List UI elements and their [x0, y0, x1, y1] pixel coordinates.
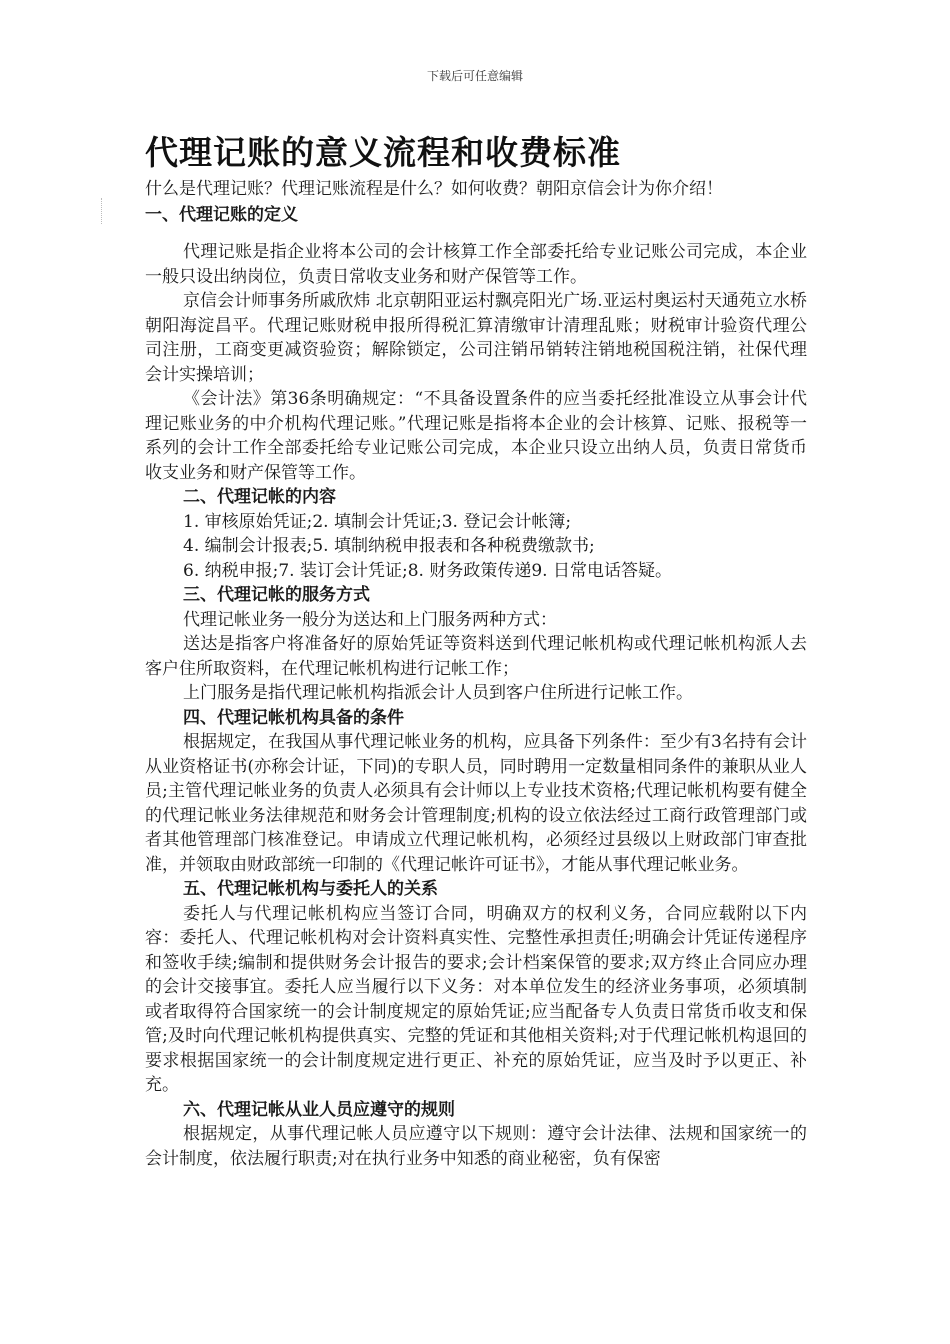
document-subtitle: 什么是代理记账？代理记账流程是什么？如何收费？朝阳京信会计为你介绍！: [145, 179, 723, 199]
section-heading-content: 二、代理记帐的内容: [183, 487, 336, 507]
margin-marker: [101, 198, 104, 224]
header-note: 下载后可任意编辑: [426, 69, 523, 83]
paragraph: 代理记帐业务一般分为送达和上门服务两种方式：: [183, 609, 557, 630]
paragraph: 根据规定，在我国从事代理记帐业务的机构，应具备下列条件：至少有3名持有会计从业资格证书(亦称会计证，下同)的专职人员，同时聘用一定数量相同条件的兼职从业人员;主管代理记帐业务的负责人必须具有会计师以上专业技术资格;代理记帐机构要有健全的代理记帐业务法律规范和财务会计管理制度;机构的设立依法经过工商行政管理部门或者其他管理部门核准登记。申请成立代理记帐机构，必须经过县级以上财政部门审查批准，并领取由财政部统一印制的《代理记帐许可证书》，才能从事代理记帐业务。: [145, 732, 807, 875]
paragraph: 送达是指客户将准备好的原始凭证等资料送到代理记帐机构或代理记帐机构派人去客户住所取资料，在代理记帐机构进行记帐工作；: [145, 634, 807, 679]
paragraph: 委托人与代理记帐机构应当签订合同，明确双方的权利义务，合同应载附以下内容：委托人、代理记帐机构对会计资料真实性、完整性承担责任;明确会计凭证传递程序和签收手续;编制和提供财务会计报告的要求;会计档案保管的要求;双方终止合同应办理的会计交接事宜。委托人应当履行以下义务：对本单位发生的经济业务事项，必须填制或者取得符合国家统一的会计制度规定的原始凭证;应当配备专人负责日常货币收支和保管;及时向代理记帐机构提供真实、完整的凭证和其他相关资料;对于代理记帐机构退回的要求根据国家统一的会计制度规定进行更正、补充的原始凭证，应当及时予以更正、补充。: [145, 903, 807, 1095]
paragraph: 《会计法》第36条明确规定：“不具备设置条件的应当委托经批准设立从事会计代理记账业务的中介机构代理记账。”代理记账是指将本企业的会计核算、记账、报税等一系列的会计工作全部委托给专业记账公司完成，本企业只设立出纳人员，负责日常货币收支业务和财产保管等工作。: [145, 389, 807, 483]
paragraph: 代理记账是指企业将本公司的会计核算工作全部委托给专业记账公司完成，本企业一般只设出纳岗位，负责日常收支业务和财产保管等工作。: [145, 242, 807, 287]
paragraph: 根据规定，从事代理记帐人员应遵守以下规则：遵守会计法律、法规和国家统一的会计制度，依法履行职责;对在执行业务中知悉的商业秘密，负有保密: [145, 1124, 807, 1169]
section-heading-rules: 六、代理记帐从业人员应遵守的规则: [183, 1099, 455, 1120]
section-heading-service: 三、代理记帐的服务方式: [183, 585, 370, 605]
section-spacer: [145, 228, 807, 240]
paragraph: 上门服务是指代理记帐机构指派会计人员到客户住所进行记帐工作。: [183, 683, 693, 703]
document-title: 代理记账的意义流程和收费标准: [145, 133, 621, 172]
list-item: 1. 审核原始凭证;2. 填制会计凭证;3. 登记会计帐簿;: [183, 511, 572, 532]
list-item: 6. 纳税申报;7. 装订会计凭证;8. 财务政策传递9. 日常电话答疑。: [183, 560, 672, 581]
paragraph: 京信会计师事务所戚欣炜 北京朝阳亚运村飘亮阳光广场.亚运村奥运村天通苑立水桥朝阳海淀昌平。代理记账财税申报所得税汇算清缴审计清理乱账；财税审计验资代理公司注册，工商变更减资验资；解除锁定，公司注销吊销转注销地税国税注销，社保代理会计实操培训；: [145, 291, 807, 385]
document-body: [145, 130, 807, 1171]
section-heading-definition: 一、代理记账的定义: [145, 205, 298, 225]
section-heading-conditions: 四、代理记帐机构具备的条件: [183, 707, 404, 728]
list-item: 4. 编制会计报表;5. 填制纳税申报表和各种税费缴款书;: [183, 536, 595, 556]
section-heading-relationship: 五、代理记帐机构与委托人的关系: [183, 879, 438, 899]
